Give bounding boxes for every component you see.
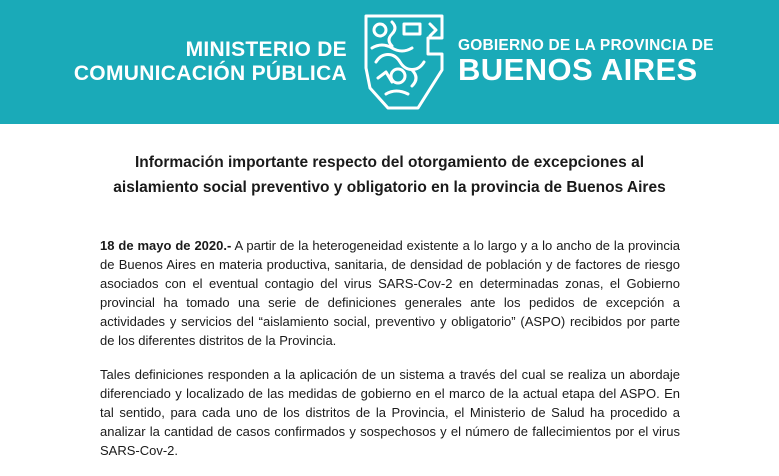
paragraph-date: 18 de mayo de 2020.- bbox=[100, 238, 232, 253]
ministry-line2: COMUNICACIÓN PÚBLICA bbox=[73, 62, 347, 85]
gov-line2: BUENOS AIRES bbox=[458, 52, 698, 87]
province-seal-icon bbox=[358, 8, 450, 116]
title-line2: aislamiento social preventivo y obligatorio en la provincia de Buenos Aires bbox=[113, 179, 666, 196]
paragraph-2: Tales definiciones responden a la aplicación de un sistema a través del cual se realiza un abordaje diferenciado y localizado de las medidas de gobierno en el marco de la actual etapa del ASPO. En tal sentido, para cada uno de los distritos de la Provincia, el Ministerio de Salud ha procedido a analizar la cantidad de casos confirmados y sospechosos y el número de fallecimientos por el virus SARS-Cov-2. bbox=[100, 367, 680, 458]
title-line1: Información importante respecto del otorgamiento de excepciones al bbox=[134, 154, 645, 171]
ministry-logo-text bbox=[74, 38, 347, 86]
ministry-line1: MINISTERIO DE bbox=[185, 38, 347, 61]
gov-line1: GOBIERNO DE LA PROVINCIA DE bbox=[458, 37, 714, 54]
paragraph-1-text: A partir de la heterogeneidad existente a lo largo y a lo ancho de la provincia de Buenos Aires en materia productiva, sanitaria, de densidad de población y de factores de riesgo asociados con el eventual contagio del virus SARS-Cov-2 en determinadas zonas, el Gobierno provincial ha tomado una serie de definiciones generales ante los pedidos de excepción a actividades y servicios del “aislamiento social, preventivo y obligatorio” (ASPO) recibidos por parte de los diferentes distritos de la Provincia. bbox=[100, 238, 680, 348]
gov-logo-text bbox=[458, 37, 714, 86]
header-banner bbox=[0, 0, 779, 124]
paragraph-1 bbox=[100, 236, 680, 350]
document-title bbox=[0, 150, 779, 200]
